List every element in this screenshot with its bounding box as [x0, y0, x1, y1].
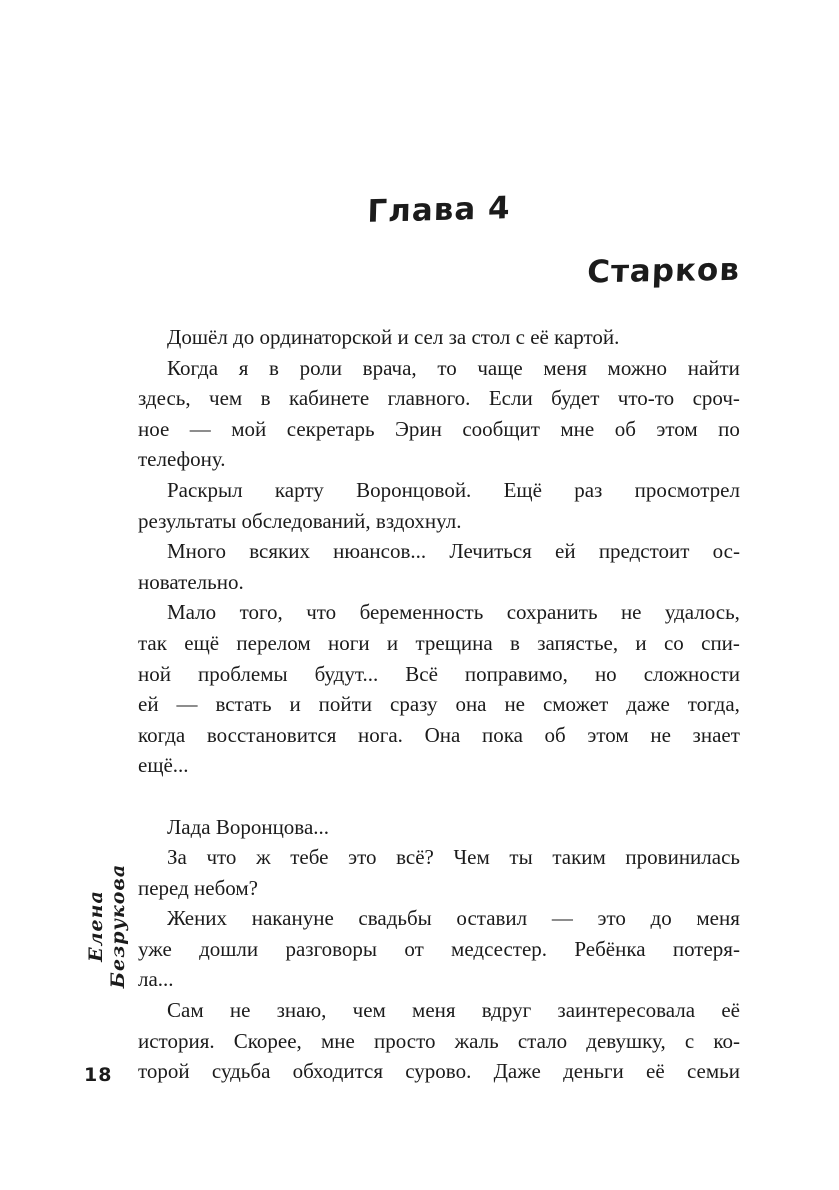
text-line: Лада Воронцова... [167, 814, 330, 839]
text-line: здесь, чем в кабинете главного. Если будет что-то сроч- [138, 386, 740, 411]
text-line: Много всяких нюансов... Лечиться ей предстоит ос- [167, 539, 740, 564]
text-line: ещё... [138, 753, 189, 778]
text-line-blank [138, 781, 740, 812]
text-line: уже дошли разговоры от медсестер. Ребёнка потеря- [138, 936, 740, 961]
text-line: Мало того, что беременность сохранить не удалось, [167, 600, 740, 625]
text-line: история. Скорее, мне просто жаль стало девушку, с ко- [138, 1028, 740, 1053]
text-line: ла... [138, 967, 174, 992]
text-line: так ещё перелом ноги и трещина в запястье, и со спи- [138, 630, 740, 655]
page-number: 18 [84, 1064, 113, 1086]
author-signature-vertical: Елена Безрукова [85, 863, 129, 989]
text-line: новательно. [138, 569, 244, 594]
text-line: Жених накануне свадьбы оставил — это до меня [167, 906, 740, 931]
text-line: результаты обследований, вздохнул. [138, 508, 462, 533]
text-line: Раскрыл карту Воронцовой. Ещё раз просмотрел [167, 477, 740, 502]
text-line: ное — мой секретарь Эрин сообщит мне об этом по [138, 416, 740, 441]
text-line: телефону. [138, 447, 226, 472]
text-line: ной проблемы будут... Всё поправимо, но сложности [138, 661, 740, 686]
text-line: когда восстановится нога. Она пока об этом не знает [138, 722, 740, 747]
section-title: Старков [586, 251, 741, 291]
text-line: Сам не знаю, чем меня вдруг заинтересовала её [167, 998, 740, 1023]
text-line: перед небом? [138, 875, 258, 900]
text-line: торой судьба обходится сурово. Даже деньги её семьи [138, 1059, 740, 1084]
chapter-title: Глава 4 [366, 190, 512, 230]
text-line: Когда я в роли врача, то чаще меня можно найти [167, 355, 740, 380]
text-line: ей — встать и пойти сразу она не сможет даже тогда, [138, 692, 740, 717]
text-line: За что ж тебе это всё? Чем ты таким провинилась [167, 845, 740, 870]
text-line: Дошёл до ординаторской и сел за стол с её картой. [167, 325, 620, 349]
body-text [138, 322, 740, 1087]
